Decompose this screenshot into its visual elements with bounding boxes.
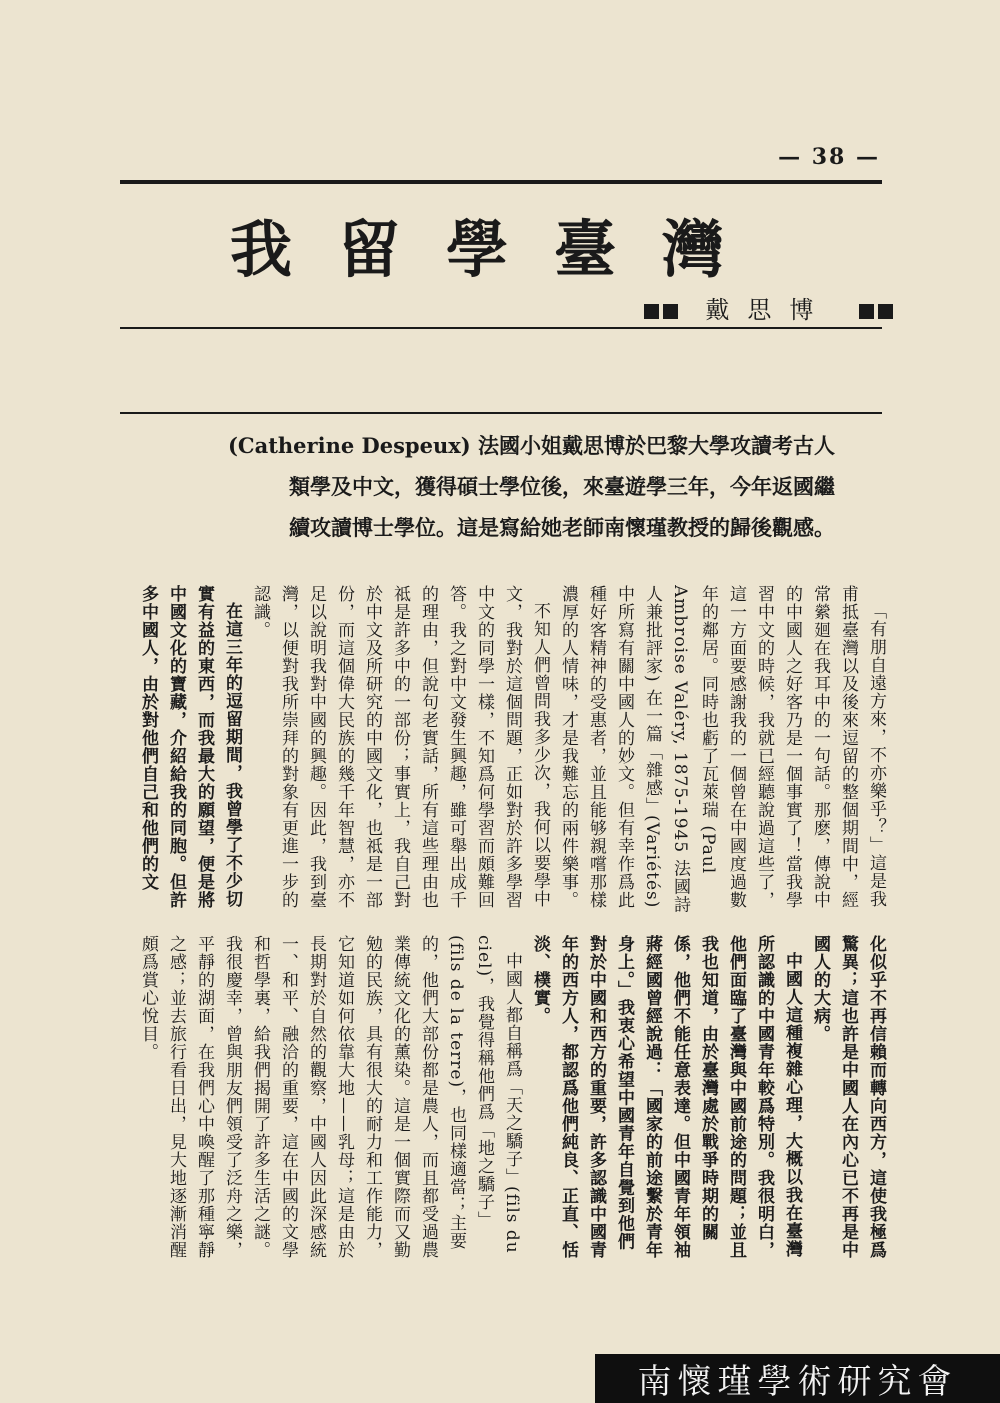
watermark-text: 南懷瑾學術研究會 — [637, 1362, 958, 1402]
body-block-upper — [110, 585, 890, 915]
author-name: 戴思博 — [705, 296, 832, 324]
page-number: — 38 — — [778, 144, 880, 170]
intro-latin-name: (Catherine Despeux) — [227, 433, 471, 458]
byline-ornament-right-2 — [878, 304, 893, 319]
paragraph-1: 「有朋自遠方來，不亦樂乎？」這是我甫抵臺灣以及後來逗留的整個期間中，經常縈廻在我耳中的一句話。那麽，傳說中的中國人之好客乃是一個事實了！當我學習中文的時候，我就已經聽說過這些了，這一方面要感謝我的一個曾在中國度過數年的鄰居。同時也虧了瓦萊瑞 (Paul Ambroise Valéry, 1875-1945 法國詩人兼批評家) 在一篇「雜感」(Variétés) 中所寫有關中國人的妙文。但有幸作爲此種好客精神的受惠者，並且能够親嚐那樣濃厚的人情味，才是我難忘的兩件樂事。 — [558, 585, 886, 914]
paragraph-3: 在這三年的逗留期間，我曾學了不少切實有益的東西，而我最大的願望，便是將中國文化的寶藏，介紹給我的同胞。但許多中國人，由於對他們自己和他們的文 — [138, 585, 242, 909]
intro-line-1-text: 法國小姐戴思博於巴黎大學攻讀考古人 — [478, 433, 835, 458]
body-block-lower — [110, 935, 890, 1265]
intro-line-2: 類學及中文，獲得碩士學位後，來臺遊學三年，今年返國繼 — [289, 474, 835, 499]
title-rule — [120, 327, 882, 329]
section-rule — [120, 412, 882, 414]
watermark-banner — [595, 1354, 1000, 1403]
intro-line-1 — [170, 425, 835, 466]
paragraph-6: 中國人都自稱爲「天之驕子」(fils du ciel)，我覺得稱他們爲「地之驕子」(fils de la terre)，也同樣適當；主要的，他們大部份都是農人，而且都受過農業傳統文化的薰染。這是一個實際而又勤勉的民族，具有很大的耐力和工作能力，它知道如何依靠大地——乳母；這是由於長期對於自然的觀察，中國人因此深感統一、和平、融洽的重要，這在中國的文學和哲學裏，給我們揭開了許多生活之謎。我很慶幸，曾與朋友們領受了泛舟之樂，平靜的湖面，在我們心中喚醒了那種寧靜之感；並去旅行看日出，見大地逐漸消醒頗爲賞心悅目。 — [138, 935, 522, 1259]
intro-note — [170, 425, 835, 548]
byline-ornament-right — [859, 304, 874, 319]
header-rule — [120, 180, 882, 184]
article-body — [110, 585, 890, 1285]
paragraph-4: 化似乎不再信賴而轉向西方，這使我極爲驚異；這也許是中國人在內心已不再是中國人的大病。 — [810, 935, 886, 1259]
article-title: 我留學臺灣 — [229, 213, 770, 286]
intro-line-3: 續攻讀博士學位。這是寫給她老師南懷瑾教授的歸後觀感。 — [289, 515, 835, 540]
paragraph-2: 不知人們曾問我多少次，我何以要學中文，我對於這個問題，正如對於許多學習中文的同學一樣，不知爲何學習而頗難回答。我之對中文發生興趣，雖可舉出成千的理由，但說句老實話，所有這些理由也祗是許多中的一部份；事實上，我自己對於中文及所研究的中國文化，也祗是一部份，而這個偉大民族的幾千年智慧，亦不足以說明我對中國的興趣。因此，我到臺灣，以便對我所崇拜的對象有更進一步的認識。 — [250, 585, 550, 909]
byline — [642, 290, 895, 325]
byline-ornament-left-2 — [663, 304, 678, 319]
byline-ornament-left — [644, 304, 659, 319]
paragraph-5: 中國人這種複雜心理，大概以我在臺灣所認識的中國青年較爲特別。我很明白，他們面臨了臺灣與中國前途的問題；並且我也知道，由於臺灣處於戰爭時期的關係，他們不能任意表達。但中國青年領袖蔣經國曾經說過：「國家的前途繫於青年身上。」我衷心希望中國青年自覺到他們對於中國和西方的重要，許多認識中國青年的西方人，都認爲他們純良、正直、恬淡、樸實。 — [530, 935, 802, 1259]
